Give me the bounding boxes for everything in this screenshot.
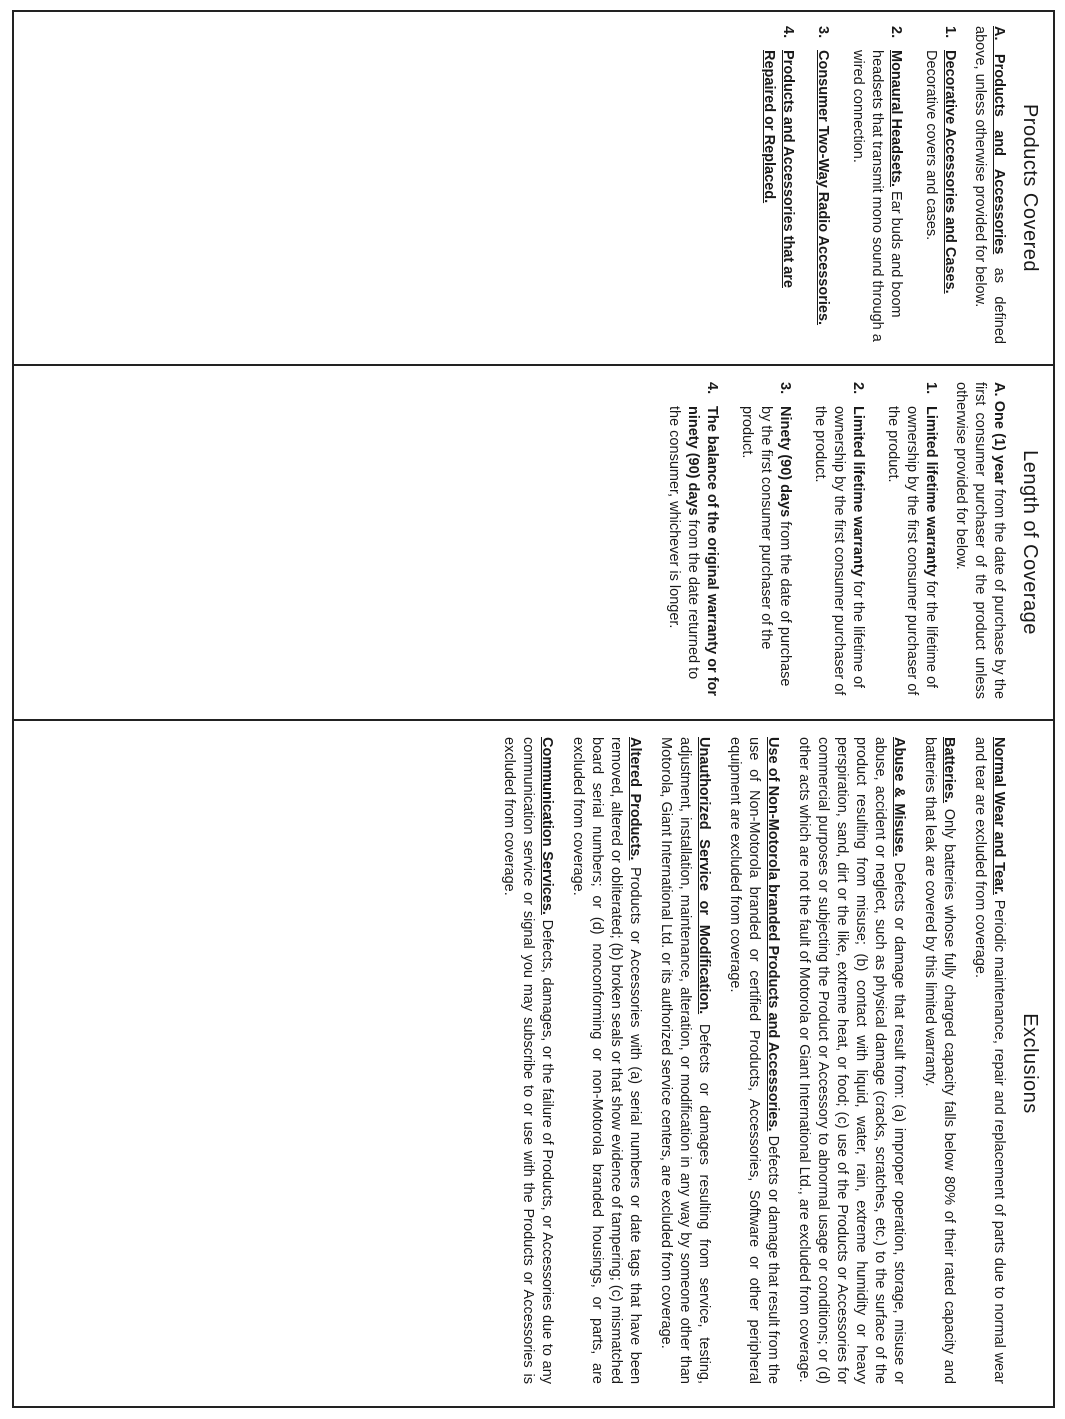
exclusion-abuse-misuse: Abuse & Misuse. Defects or damage that result from: (a) improper operation, storage, misuse or abuse, accident or neglect, such as physical damage (cracks, scratches, etc.) to the surface of the product resulting from misuse; (b) contact with liquid, water, rain, extreme humidity or heavy perspiration, sand, dirt or the like, extreme heat, or food; (c) use of the Products or Accessories for commercial purposes or subjecting the Product or Accessory to abnormal usage or conditions; or (d) other acts which are not the fault of Motorola or Giant International Ltd., are excluded from coverage. bbox=[796, 737, 907, 1385]
length-item-3: 3. Ninety (90) days from the date of purchase by the first consumer purchaser of the product. bbox=[739, 382, 793, 687]
products-intro-text: as defined above, unless otherwise provided for below. bbox=[972, 26, 1007, 345]
exclusion-batteries: Batteries. Only batteries whose fully charged capacity falls below 80% of their rated capacity and batteries that leak are covered by this limited warranty. bbox=[922, 737, 957, 1384]
products-intro-label: A. Products and Accessories bbox=[991, 26, 1007, 255]
exclusion-altered-products: Altered Products. Products or Accessories with (a) serial numbers or date tags that have been removed, altered or obliterated; (b) broken seals or that show evidence of tampering; (c) mismatched board serial numbers; or (d) nonconforming or non-Motorola branded housings, or parts, are excluded from coverage. bbox=[570, 737, 643, 1385]
products-item-2: 2. Monaural Headsets. Ear buds and boom headsets that transmit mono sound through a wired connection. bbox=[850, 26, 904, 342]
length-item-4: 4. The balance of the original warranty or for ninety (90) days from the date returned to the consumer, whichever is longer. bbox=[666, 382, 720, 697]
products-item-3: 3. Consumer Two-Way Radio Accessories. bbox=[815, 26, 831, 326]
length-intro-label: A. One (1) year bbox=[991, 382, 1007, 485]
warranty-table bbox=[12, 10, 1055, 1408]
products-covered-heading: Products Covered bbox=[1019, 103, 1041, 273]
length-of-coverage-heading: Length of Coverage bbox=[1019, 450, 1041, 635]
products-covered-column bbox=[14, 12, 1053, 364]
exclusions-column bbox=[14, 719, 1053, 1406]
products-item-4: 4. Products and Accessories that are Repaired or Replaced. bbox=[761, 26, 796, 288]
length-intro-text: from the date of purchase by the first consumer purchaser of the product unless otherwise provided for below. bbox=[953, 382, 1007, 700]
products-intro bbox=[970, 26, 1008, 344]
length-intro bbox=[951, 382, 1008, 699]
length-item-2: 2. Limited lifetime warranty for the lifetime of ownership by the first consumer purchaser of the product. bbox=[812, 382, 866, 696]
products-item-1: 1. Decorative Accessories and Cases. Decorative covers and cases. bbox=[923, 26, 958, 294]
exclusion-unauthorized-service: Unauthorized Service or Modification. Defects or damages resulting from service, testing, adjustment, installation, maintenance, alteration, or modification in any way by someone other than Motorola, Giant International Ltd. or its authorized service centers, are excluded from coverage. bbox=[658, 737, 712, 1385]
exclusion-communication-services: Communication Services. Defects, damages, or the failure of Products, or Accessories due to any communication service or signal you may subscribe to or use with the Products or Accessories is excluded from coverage. bbox=[501, 737, 555, 1385]
length-item-1: 1. Limited lifetime warranty for the lifetime of ownership by the first consumer purchaser of the product. bbox=[885, 382, 939, 696]
exclusion-normal-wear: Normal Wear and Tear. Periodic maintenance, repair and replacement of parts due to normal wear and tear are excluded from coverage. bbox=[972, 737, 1007, 1384]
length-of-coverage-column bbox=[14, 364, 1053, 719]
exclusion-non-motorola: Use of Non-Motorola branded Products and Accessories. Defects or damage that result from the use of Non-Motorola branded or certified Products, Accessories, Software or other peripheral equipment are excluded from coverage. bbox=[727, 737, 781, 1385]
exclusions-heading: Exclusions bbox=[1019, 1013, 1041, 1114]
